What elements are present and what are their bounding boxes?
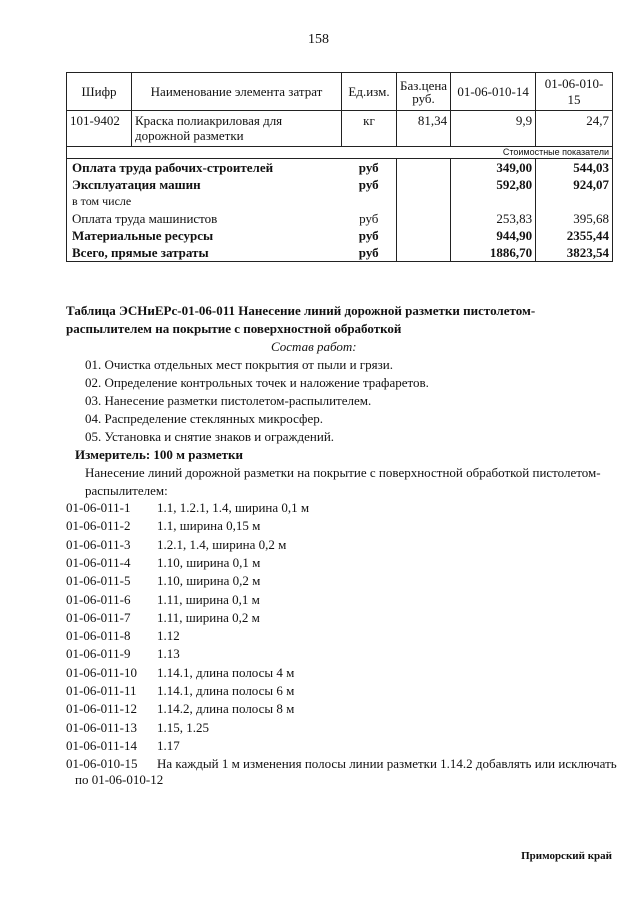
norm-code: 01-06-011-6: [66, 591, 131, 607]
row-unit: руб: [342, 227, 397, 244]
row-v14: 253,83: [451, 210, 536, 227]
norm-text: 1.14.1, длина полосы 6 м: [157, 683, 295, 698]
row-v14: [451, 193, 536, 210]
norm-text: 1.12: [157, 628, 180, 644]
norm-code: 01-06-011-3: [66, 536, 131, 552]
norm-code: 01-06-011-9: [66, 646, 131, 662]
resource-v15: 24,7: [536, 111, 613, 147]
norm-code: 01-06-011-13: [66, 719, 138, 735]
row-unit: руб: [342, 176, 397, 193]
norm-text: 1.2.1, 1.4, ширина 0,2 м: [157, 536, 287, 552]
works-heading: Состав работ:: [271, 339, 357, 354]
work-item: 02. Определение контрольных точек и наложение трафаретов.: [85, 375, 429, 390]
norm-code: 01-06-011-10: [66, 664, 138, 680]
norm-text: 1.10, ширина 0,2 м: [157, 573, 261, 589]
norm-text: 1.14.2, длина полосы 8 м: [157, 701, 295, 717]
norm-text: 1.1, 1.2.1, 1.4, ширина 0,1 м: [157, 500, 310, 515]
work-item: 03. Нанесение разметки пистолетом-распылителем.: [85, 393, 372, 408]
table-row: [67, 111, 613, 147]
norm-text: 1.11, ширина 0,1 м: [157, 591, 260, 607]
table-row: [67, 159, 613, 177]
table-row: [67, 193, 613, 210]
norm-code: 01-06-011-1: [66, 500, 131, 515]
row-name: Оплата труда рабочих-строителей: [67, 159, 342, 177]
row-unit: руб: [342, 159, 397, 177]
work-item: 05. Установка и снятие знаков и ограждений.: [85, 429, 335, 444]
section-title-line2: распылителем на покрытие с поверхностной обработкой: [66, 321, 402, 336]
row-name: Эксплуатация машин: [67, 176, 342, 193]
norm-code: 01-06-011-4: [66, 554, 131, 570]
norm-code: 01-06-011-11: [66, 683, 137, 698]
norm-code: 01-06-011-2: [66, 518, 131, 534]
resource-base-price: 81,34: [397, 111, 451, 147]
table-header-row: [67, 73, 613, 111]
norm-text: 1.10, ширина 0,1 м: [157, 554, 261, 570]
row-v15: 924,07: [536, 176, 613, 193]
resource-v14: 9,9: [451, 111, 536, 147]
row-unit: руб: [342, 244, 397, 262]
row-name: в том числе: [67, 193, 342, 210]
norm-code: 01-06-011-7: [66, 609, 131, 625]
row-v15: 3823,54: [536, 244, 613, 262]
norm-code: 01-06-011-8: [66, 628, 131, 644]
row-v14: 592,80: [451, 176, 536, 193]
cost-label: Стоимостные показатели: [67, 147, 613, 159]
row-v15: 395,68: [536, 210, 613, 227]
table-row: [67, 244, 613, 262]
cost-label-row: [67, 147, 613, 159]
work-item: 04. Распределение стеклянных микросфер.: [85, 411, 323, 426]
measure-unit: Измеритель: 100 м разметки: [75, 447, 244, 462]
norm-text: 1.1, ширина 0,15 м: [157, 518, 261, 534]
norm-text: 1.14.1, длина полосы 4 м: [157, 664, 295, 680]
header-base-price: Баз.цена руб.: [397, 73, 451, 111]
table-row: [67, 210, 613, 227]
header-code: Шифр: [67, 73, 132, 111]
page-number: 158: [308, 32, 329, 47]
last-item-line2: по 01-06-010-12: [75, 772, 164, 787]
norm-text: 1.13: [157, 646, 180, 662]
norm-code: 01-06-010-15: [66, 756, 138, 772]
table-row: [67, 176, 613, 193]
row-unit: [342, 193, 397, 210]
row-name: Оплата труда машинистов: [67, 210, 342, 227]
table-row: [67, 227, 613, 244]
header-col-14: 01-06-010-14: [451, 73, 536, 111]
norm-text: 1.17: [157, 737, 180, 753]
section-title-line1: Таблица ЭСНиЕРс-01-06-011 Нанесение линий дорожной разметки пистолетом-: [66, 303, 536, 318]
description-line1: Нанесение линий дорожной разметки на покрытие с поверхностной обработкой пистолетом-: [85, 465, 601, 480]
resource-code: 101-9402: [67, 111, 132, 147]
resource-unit: кг: [342, 111, 397, 147]
work-item: 01. Очистка отдельных мест покрытия от пыли и грязи.: [85, 357, 393, 372]
description-line2: распылителем:: [85, 483, 168, 498]
row-unit: руб: [342, 210, 397, 227]
row-v14: 349,00: [451, 159, 536, 177]
norm-code: 01-06-011-12: [66, 701, 138, 717]
resource-name: Краска полиакриловая для дорожной разметки: [132, 111, 342, 147]
header-name: Наименование элемента затрат: [132, 73, 342, 111]
row-name: Материальные ресурсы: [67, 227, 342, 244]
row-name: Всего, прямые затраты: [67, 244, 342, 262]
resource-table: [66, 72, 613, 262]
norm-code: 01-06-011-14: [66, 737, 138, 753]
norm-text: На каждый 1 м изменения полосы линии разметки 1.14.2 добавлять или исключать: [157, 756, 617, 772]
header-unit: Ед.изм.: [342, 73, 397, 111]
row-v15: [536, 193, 613, 210]
row-v14: 1886,70: [451, 244, 536, 262]
row-v15: 544,03: [536, 159, 613, 177]
norm-code: 01-06-011-5: [66, 573, 131, 589]
header-col-15: 01-06-010-15: [536, 73, 613, 111]
norm-text: 1.15, 1.25: [157, 719, 209, 735]
norm-text: 1.11, ширина 0,2 м: [157, 609, 260, 625]
row-v14: 944,90: [451, 227, 536, 244]
footer-region: Приморский край: [521, 850, 612, 862]
row-v15: 2355,44: [536, 227, 613, 244]
